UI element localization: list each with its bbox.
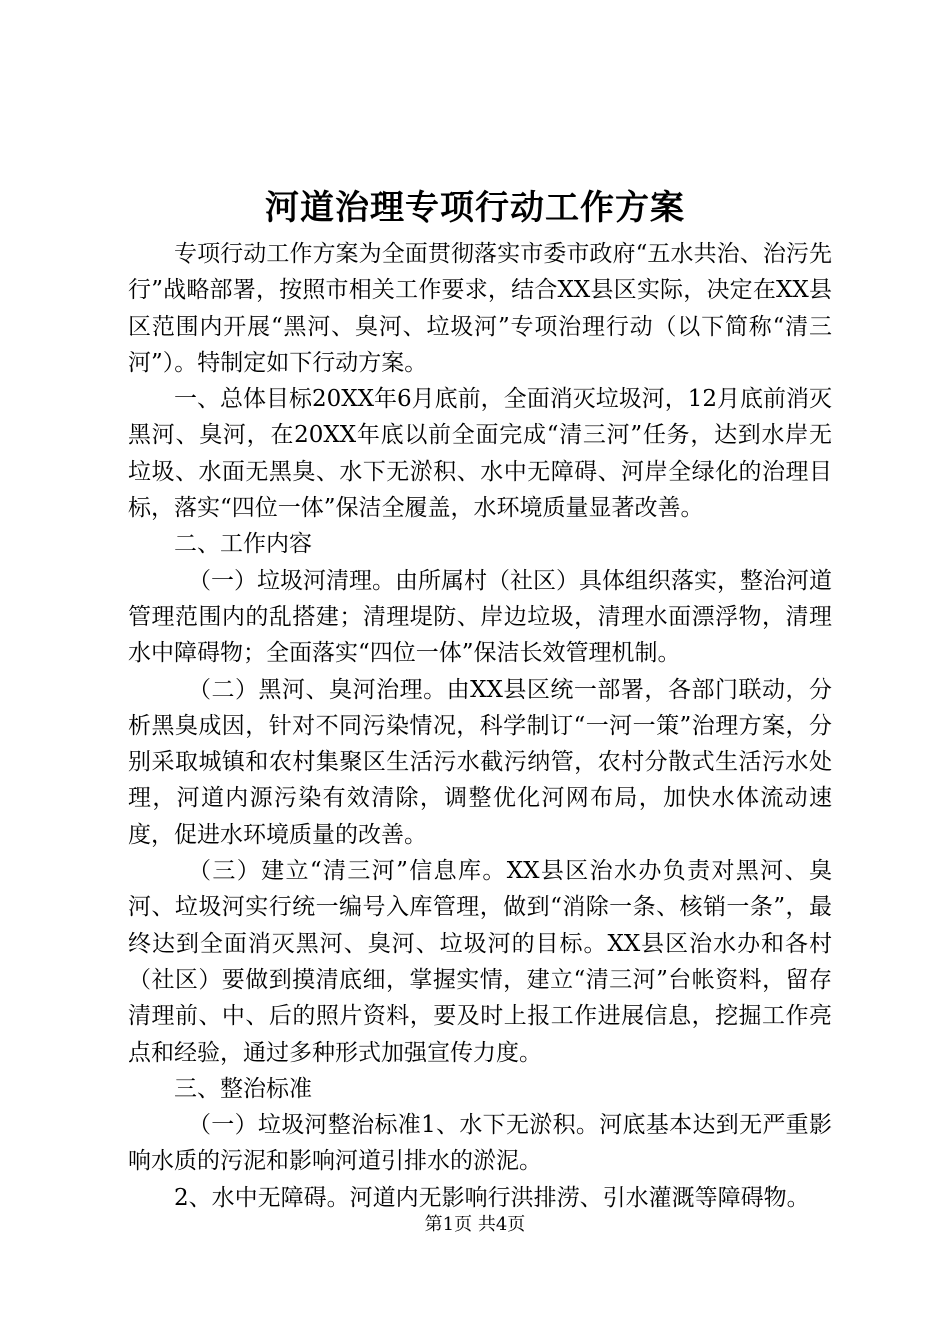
document-body: [128, 236, 832, 1216]
paragraph-info-database: （三）建立“清三河”信息库。XX县区治水办负责对黑河、臭河、垃圾河实行统一编号入库管理，做到“消除一条、核销一条”，最终达到全面消灭黑河、臭河、垃圾河的目标。XX县区治水办和各村（社区）要做到摸清底细，掌握实情，建立“清三河”台帐资料，留存清理前、中、后的照片资料，要及时上报工作进展信息，挖掘工作亮点和经验，通过多种形式加强宣传力度。: [128, 858, 832, 1066]
paragraph-black-smelly-river: （二）黑河、臭河治理。由XX县区统一部署，各部门联动，分析黑臭成因，针对不同污染情况，科学制订“一河一策”治理方案，分别采取城镇和农村集聚区生活污水截污纳管，农村分散式生活污水处理，河道内源污染有效清除，调整优化河网布局，加快水体流动速度，促进水环境质量的改善。: [128, 676, 832, 848]
page-footer: 第1页 共4页: [424, 1214, 526, 1235]
paragraph-overall-goal: 一、总体目标20XX年6月底前，全面消灭垃圾河，12月底前消灭黑河、臭河，在20XX年底以前全面完成“清三河”任务，达到水岸无垃圾、水面无黑臭、水下无淤积、水中无障碍、河岸全绿化的治理目标，落实“四位一体”保洁全履盖，水环境质量显著改善。: [128, 386, 832, 522]
paragraph-garbage-river: （一）垃圾河清理。由所属村（社区）具体组织落实，整治河道管理范围内的乱搭建；清理堤防、岸边垃圾，清理水面漂浮物，清理水中障碍物；全面落实“四位一体”保洁长效管理机制。: [128, 567, 832, 667]
heading-work-content: 二、工作内容: [174, 531, 312, 558]
paragraph-standard-2: 2、水中无障碍。河道内无影响行洪排涝、引水灌溉等障碍物。: [174, 1184, 810, 1211]
paragraph-intro: 专项行动工作方案为全面贯彻落实市委市政府“五水共治、治污先行”战略部署，按照市相关工作要求，结合XX县区实际，决定在XX县区范围内开展“黑河、臭河、垃圾河”专项治理行动（以下简称“清三河”）。特制定如下行动方案。: [128, 241, 832, 376]
paragraph-standard-1: （一）垃圾河整治标准1、水下无淤积。河底基本达到无严重影响水质的污泥和影响河道引排水的淤泥。: [128, 1112, 832, 1175]
document-title: 河道治理专项行动工作方案: [265, 188, 685, 228]
heading-standards: 三、整治标准: [174, 1075, 312, 1102]
